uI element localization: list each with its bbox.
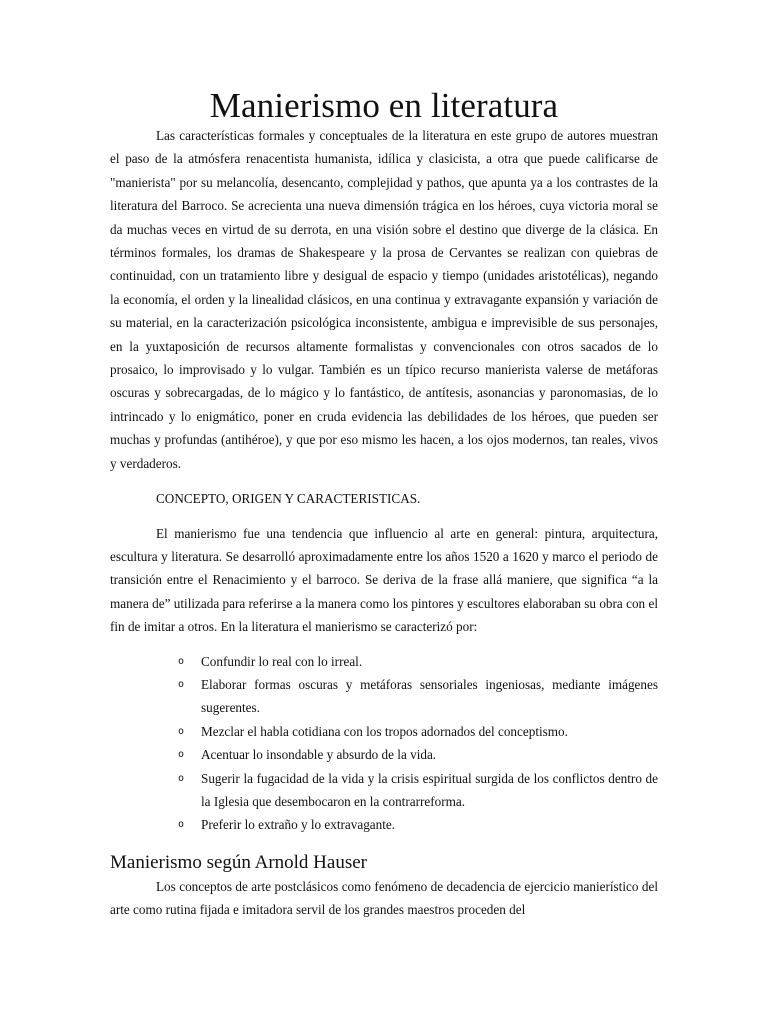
- bullet-icon: o: [178, 655, 185, 667]
- hauser-paragraph: Los conceptos de arte postclásicos como fenómeno de decadencia de ejercicio manierístico del arte como rutina fijada e imitadora servil de los grandes maestros proceden del: [110, 878, 658, 918]
- bullet-icon: o: [178, 819, 185, 831]
- document-page: [110, 0, 658, 922]
- characteristics-list: [110, 650, 658, 837]
- bullet-icon: o: [178, 725, 185, 737]
- list-item-text: Elaborar formas oscuras y metáforas sensoriales ingeniosas, mediante imágenes sugerentes.: [201, 676, 658, 716]
- list-item-text: Mezclar el habla cotidiana con los tropos adornados del conceptismo.: [201, 723, 568, 739]
- document-title: Manierismo en literatura: [209, 86, 559, 125]
- list-item: [178, 650, 658, 673]
- list-item: [178, 767, 658, 814]
- list-item: [178, 813, 658, 836]
- intro-paragraph: Las características formales y conceptuales de la literatura en este grupo de autores muestran el paso de la atmósfera renacentista humanista, idílica y clasicista, a otra que puede calificarse de "manierista" por su melancolía, desencanto, complejidad y pathos, que apunta ya a los contrastes de la literatura del Barroco. Se acrecienta una nueva dimensión trágica en los héroes, cuya victoria moral se da muchas veces en virtud de su derrota, en una visión sobre el destino que diverge de la clásica. En términos formales, los dramas de Shakespeare y la prosa de Cervantes se realizan con quiebras de continuidad, con un tratamiento libre y desigual de espacio y tiempo (unidades aristotélicas), negando la economía, el orden y la linealidad clásicos, en una continua y extravagante expansión y variación de su material, en la caracterización psicológica inconsistente, ambigua e imprevisible de sus personajes, en la yuxtaposición de recursos altamente formalistas y convencionales con otros sacados de lo prosaico, lo improvisado y lo vulgar. También es un típico recurso manierista valerse de metáforas oscuras y sobrecargadas, de lo mágico y lo fantástico, de antítesis, asonancias y paronomasias, de lo intrincado y lo enigmático, poner en cruda evidencia las debilidades de los héroes, que pueden ser muchas y profundas (antihéroe), y que por eso mismo les hacen, a los ojos modernos, tan reales, vivos y verdaderos.: [110, 128, 658, 471]
- section-label: CONCEPTO, ORIGEN Y CARACTERISTICAS.: [156, 491, 421, 507]
- bullet-icon: o: [178, 772, 185, 784]
- list-item-text: Sugerir la fugacidad de la vida y la crisis espiritual surgida de los conflictos dentro de la Iglesia que desembocaron en la contrarreforma.: [201, 770, 658, 809]
- list-item-text: Preferir lo extraño y lo extravagante.: [201, 817, 396, 833]
- section-heading: Manierismo según Arnold Hauser: [110, 851, 367, 873]
- list-item-text: Confundir lo real con lo irreal.: [201, 653, 363, 669]
- bullet-icon: o: [178, 678, 185, 690]
- list-item: [178, 720, 658, 743]
- concept-paragraph: El manierismo fue una tendencia que influencio al arte en general: pintura, arquitectura, escultura y literatura. Se desarrolló aproximadamente entre los años 1520 a 1620 y marco el periodo de transición entre el Renacimiento y el barroco. Se deriva de la frase allá maniere, que significa “a la manera de” utilizada para referirse a la manera como los pintores y escultores elaboraban su obra con el fin de imitar a otros. En la literatura el manierismo se caracterizó por:: [110, 525, 658, 635]
- list-item: [178, 743, 658, 766]
- bullet-icon: o: [178, 749, 185, 761]
- list-item: [178, 673, 658, 720]
- list-item-text: Acentuar lo insondable y absurdo de la vida.: [201, 747, 437, 763]
